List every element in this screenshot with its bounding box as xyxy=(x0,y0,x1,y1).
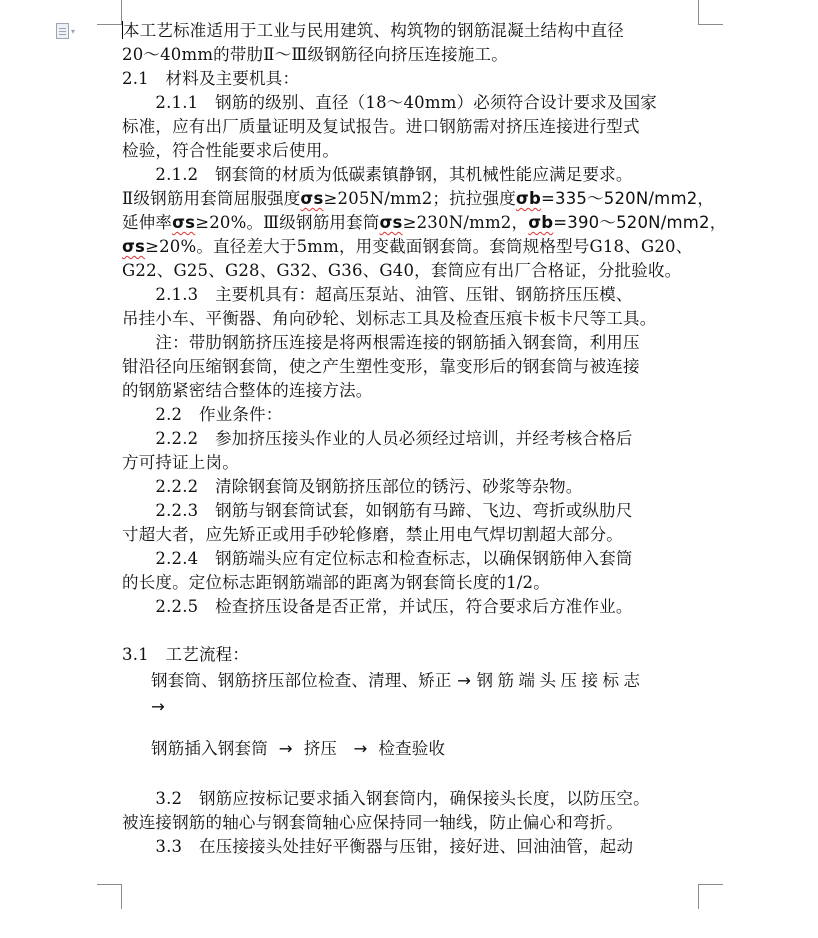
line-text: 3.1 工艺流程： xyxy=(122,645,250,664)
line-text: 被连接钢筋的轴心与钢套筒轴心应保持同一轴线，防止偏心和弯折。 xyxy=(122,813,623,832)
line-text: 寸超大者，应先矫正或用手砂轮修磨，禁止用电气焊切割超大部分。 xyxy=(122,525,623,544)
line-text: 20～40mm的带肋Ⅱ～Ⅲ级钢筋径向挤压连接施工。 xyxy=(122,45,508,64)
line-text: 的长度。定位标志距钢筋端部的距离为钢套筒长度的1/2。 xyxy=(122,573,550,592)
document-body[interactable] xyxy=(122,19,727,859)
line-text: 2.2.5 检查挤压设备是否正常，并试压，符合要求后方准作业。 xyxy=(122,597,633,616)
paragraph-line xyxy=(122,595,698,619)
crop-mark-top-right xyxy=(698,0,723,25)
arrow-right-icon: → xyxy=(353,739,368,758)
paragraph-line xyxy=(122,235,698,259)
paragraph-line xyxy=(122,259,698,283)
line-text: 2.2 作业条件： xyxy=(122,405,283,424)
line-text: ≥20%。直径差大于5mm，用变截面钢套筒。套筒规格型号G18、G20、 xyxy=(145,237,693,256)
section-heading xyxy=(122,643,698,667)
crop-mark-top-left xyxy=(97,0,122,25)
paragraph-line xyxy=(122,523,698,547)
arrow-right-icon: → xyxy=(151,697,166,716)
paragraph-line xyxy=(122,835,698,859)
line-text: 3.2 钢筋应按标记要求插入钢套筒内，确保接头长度，以防压空。 xyxy=(122,789,650,808)
arrow-right-icon: → xyxy=(457,671,472,690)
flow-step: 挤压 xyxy=(303,739,338,758)
paragraph-line xyxy=(122,379,698,403)
paragraph-line xyxy=(122,451,698,475)
flow-line xyxy=(122,695,698,719)
symbol-sigma-s: σs xyxy=(379,213,403,232)
line-text: 标准，应有出厂质量证明及复试报告。进口钢筋需对挤压连接进行型式 xyxy=(122,117,640,136)
symbol-sigma-b: σb xyxy=(528,213,554,232)
line-text: 本工艺标准适用于工业与民用建筑、构筑物的钢筋混凝土结构中直径 xyxy=(123,21,624,40)
paragraph-line xyxy=(122,91,698,115)
line-text: ≥230N/mm2， xyxy=(402,213,529,232)
paragraph-line xyxy=(122,19,698,43)
blank-line xyxy=(122,763,698,787)
paragraph-line xyxy=(122,475,698,499)
line-text: 钳沿径向压缩钢套筒，使之产生塑性变形，靠变形后的钢套筒与被连接 xyxy=(122,357,640,376)
line-text: 2.2.2 参加挤压接头作业的人员必须经过培训，并经考核合格后 xyxy=(122,429,633,448)
paragraph-line xyxy=(122,187,715,211)
line-text: 2.2.4 钢筋端头应有定位标志和检查标志，以确保钢筋伸入套筒 xyxy=(122,549,633,568)
document-icon[interactable] xyxy=(56,22,76,40)
flow-line xyxy=(122,719,698,763)
paragraph-line xyxy=(122,499,698,523)
paragraph-line xyxy=(122,547,698,571)
paragraph-line xyxy=(122,43,698,67)
paragraph-line xyxy=(122,307,698,331)
paragraph-line xyxy=(122,331,698,355)
section-heading xyxy=(122,403,698,427)
line-text: 2.2.3 钢筋与钢套筒试套，如钢筋有马蹄、飞边、弯折或纵肋尺 xyxy=(122,501,633,520)
symbol-sigma-s: σs xyxy=(300,189,324,208)
paragraph-line xyxy=(122,787,698,811)
line-text: 2.1.1 钢筋的级别、直径（18～40mm）必须符合设计要求及国家 xyxy=(122,93,657,112)
line-text: 注：带肋钢筋挤压连接是将两根需连接的钢筋插入钢套筒，利用压 xyxy=(122,333,640,352)
paragraph-line xyxy=(122,811,698,835)
flow-line xyxy=(122,667,698,695)
line-text: 2.1.2 钢套筒的材质为低碳素镇静钢，其机械性能应满足要求。 xyxy=(122,165,633,184)
symbol-sigma-s: σs xyxy=(172,213,196,232)
chevron-down-icon: ▾ xyxy=(71,26,76,36)
symbol-sigma-b: σb xyxy=(515,189,541,208)
paragraph-line xyxy=(122,283,698,307)
line-text: 2.1.3 主要机具有：超高压泵站、油管、压钳、钢筋挤压压模、 xyxy=(122,285,633,304)
paragraph-line xyxy=(122,355,698,379)
paragraph-line xyxy=(122,139,698,163)
crop-mark-bottom-right xyxy=(698,884,723,909)
line-text: 2.2.2 清除钢套筒及钢筋挤压部位的锈污、砂浆等杂物。 xyxy=(122,477,583,496)
line-text: 延伸率 xyxy=(122,213,173,232)
line-text: Ⅱ级钢筋用套筒屈服强度 xyxy=(122,189,301,208)
page-sheet-icon xyxy=(56,23,69,39)
flow-step: 检查验收 xyxy=(378,739,446,758)
line-text: 的钢筋紧密结合整体的连接方法。 xyxy=(122,381,373,400)
paragraph-line xyxy=(122,163,698,187)
arrow-right-icon: → xyxy=(278,739,293,758)
line-text: ≥20%。Ⅲ级钢筋用套筒 xyxy=(195,213,380,232)
paragraph-line xyxy=(122,115,698,139)
line-text: ≥205N/mm2；抗拉强度 xyxy=(323,189,516,208)
paragraph-line xyxy=(122,427,698,451)
line-text: =390～520N/mm2， xyxy=(553,213,727,232)
section-heading xyxy=(122,67,698,91)
flow-step: 钢套筒、钢筋挤压部位检查、清理、矫正 xyxy=(151,671,452,690)
blank-line xyxy=(122,619,698,643)
crop-mark-bottom-left xyxy=(97,884,122,909)
symbol-sigma-s: σs xyxy=(122,237,146,256)
line-text: 2.1 材料及主要机具： xyxy=(122,69,300,88)
line-text: 吊挂小车、平衡器、角向砂轮、划标志工具及检查压痕卡板卡尺等工具。 xyxy=(122,309,657,328)
paragraph-line xyxy=(122,211,727,235)
paragraph-line xyxy=(122,571,698,595)
flow-step: 钢筋端头压接标志 xyxy=(476,671,645,690)
line-text: 检验，符合性能要求后使用。 xyxy=(122,141,340,160)
line-text: 方可持证上岗。 xyxy=(122,453,239,472)
line-text: 3.3 在压接接头处挂好平衡器与压钳，接好进、回油油管，起动 xyxy=(122,837,634,856)
line-text: G22、G25、G28、G32、G36、G40，套筒应有出厂合格证，分批验收。 xyxy=(122,261,682,280)
line-text: =335～520N/mm2， xyxy=(540,189,715,208)
flow-step: 钢筋插入钢套筒 xyxy=(151,739,268,758)
